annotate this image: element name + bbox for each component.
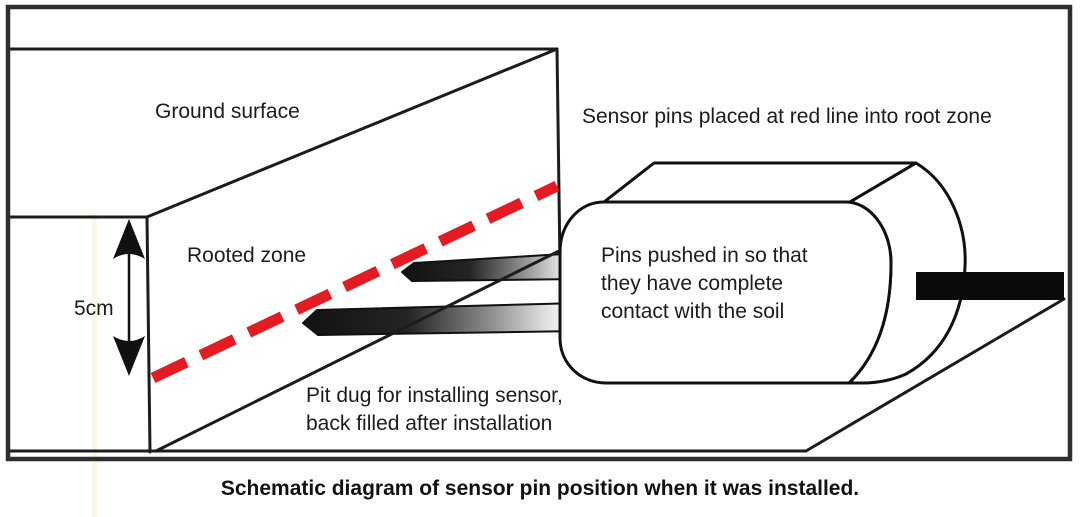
pit-note-line1: Pit dug for installing sensor, xyxy=(306,384,563,407)
sensor-pin-upper xyxy=(402,253,580,281)
figure-caption: Schematic diagram of sensor pin position when it was installed. xyxy=(220,477,860,500)
pit-corner-edge xyxy=(557,49,560,265)
depth-arrow-up-head xyxy=(113,219,145,259)
depth-arrow xyxy=(113,219,145,376)
ground-surface-label: Ground surface xyxy=(155,100,300,123)
pins-pushed-note-line2: they have complete xyxy=(601,272,784,295)
pit-note xyxy=(306,382,563,438)
pins-pushed-note-line3: contact with the soil xyxy=(601,300,785,323)
rooted-zone-label: Rooted zone xyxy=(187,244,307,267)
depth-label: 5cm xyxy=(74,297,114,320)
sensor-cable xyxy=(916,272,1064,300)
pins-pushed-note xyxy=(601,242,808,326)
pins-pushed-note-line1: Pins pushed in so that xyxy=(601,244,808,267)
scan-artifact-stripe xyxy=(92,213,97,517)
pit-note-line2: back filled after installation xyxy=(306,412,553,435)
sensor-pins-placement-note: Sensor pins placed at red line into root zone xyxy=(582,105,992,128)
depth-arrow-down-head xyxy=(113,336,145,376)
ground-surface-edge xyxy=(147,49,557,217)
pit-left-wall-edge xyxy=(147,217,150,452)
